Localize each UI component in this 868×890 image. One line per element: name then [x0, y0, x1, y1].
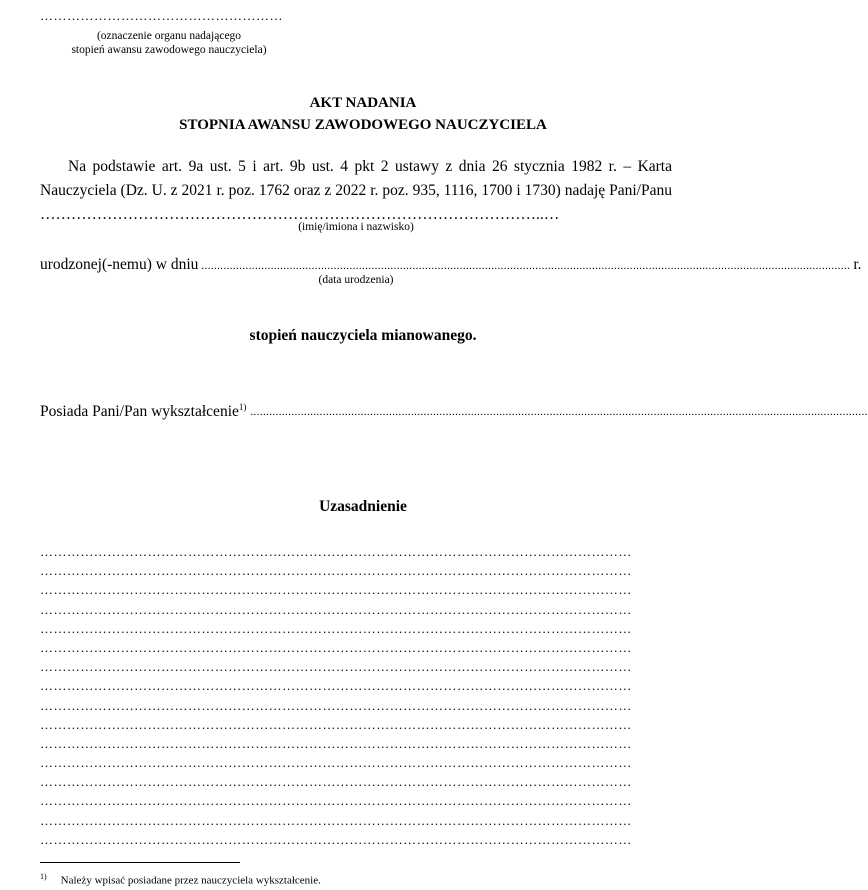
- legal-basis-text[interactable]: Na podstawie art. 9a ust. 5 i art. 9b ust. 4 pkt 2 ustawy z dnia 26 stycznia 1982 r. – Karta Nauczyciela (Dz. U. z 2021 r. poz. 1762 oraz z 2022 r. poz. 935, 1116, 1700 i 1730) nadaję Pani/Panu ……………………………………………………………………………………..…: [40, 158, 672, 223]
- justification-line[interactable]: ……………………………………………………………………………………………………………………: [40, 678, 632, 694]
- footnote-mark: 1): [40, 872, 47, 881]
- education-label-text: Posiada Pani/Pan wykształcenie: [40, 403, 239, 421]
- justification-line[interactable]: ……………………………………………………………………………………………………………………: [40, 601, 632, 617]
- issuing-authority-label: [40, 29, 298, 57]
- name-field-label: (imię/imiona i nazwisko): [298, 221, 414, 233]
- justification-heading: Uzasadnienie: [319, 498, 407, 515]
- granted-degree: stopień nauczyciela mianowanego.: [249, 327, 477, 344]
- footnote-divider: [40, 862, 240, 863]
- justification-line[interactable]: ……………………………………………………………………………………………………………………: [40, 544, 632, 559]
- justification-field[interactable]: [40, 542, 664, 849]
- education-field[interactable]: ....................................................................................................................................................................................................: [250, 406, 868, 418]
- justification-line[interactable]: ……………………………………………………………………………………………………………………: [40, 793, 632, 809]
- legal-basis-paragraph: [40, 155, 672, 227]
- justification-line[interactable]: ……………………………………………………………………………………………………………………: [40, 639, 632, 655]
- issuing-authority-label-line1: (oznaczenie organu nadającego: [96, 30, 242, 42]
- document-title-line1: AKT NADANIA: [309, 95, 417, 111]
- education-label: [40, 402, 246, 421]
- justification-line[interactable]: ……………………………………………………………………………………………………………………: [40, 831, 632, 847]
- birth-date-label: urodzonej(-nemu) w dniu: [40, 256, 199, 273]
- education-row: [40, 402, 868, 421]
- birth-date-suffix: r.: [853, 256, 862, 273]
- justification-line[interactable]: ……………………………………………………………………………………………………………………: [40, 697, 632, 713]
- justification-line[interactable]: ……………………………………………………………………………………………………………………: [40, 716, 632, 732]
- justification-line[interactable]: ……………………………………………………………………………………………………………………: [40, 582, 632, 598]
- birth-date-caption: (data urodzenia): [318, 274, 394, 286]
- justification-line[interactable]: ……………………………………………………………………………………………………………………: [40, 774, 632, 790]
- issuing-authority-label-line2: stopień awansu zawodowego nauczyciela): [71, 44, 267, 56]
- justification-line[interactable]: ……………………………………………………………………………………………………………………: [40, 659, 632, 675]
- education-footnote-mark: 1): [238, 402, 247, 412]
- birth-date-row: [40, 256, 862, 274]
- justification-line[interactable]: ……………………………………………………………………………………………………………………: [40, 755, 632, 771]
- justification-line[interactable]: ……………………………………………………………………………………………………………………: [40, 563, 632, 579]
- justification-line[interactable]: ……………………………………………………………………………………………………………………: [40, 812, 632, 828]
- footnote: [40, 872, 321, 887]
- document-title-line2: STOPNIA AWANSU ZAWODOWEGO NAUCZYCIELA: [179, 117, 547, 133]
- justification-line[interactable]: ……………………………………………………………………………………………………………………: [40, 735, 632, 751]
- footnote-text: Należy wpisać posiadane przez nauczyciela wykształcenie.: [60, 874, 321, 887]
- justification-line[interactable]: ……………………………………………………………………………………………………………………: [40, 620, 632, 636]
- birth-date-field[interactable]: ..............................................................................................................................................................................................................: [201, 260, 851, 272]
- issuing-authority-field[interactable]: ………………………………………………: [40, 8, 283, 23]
